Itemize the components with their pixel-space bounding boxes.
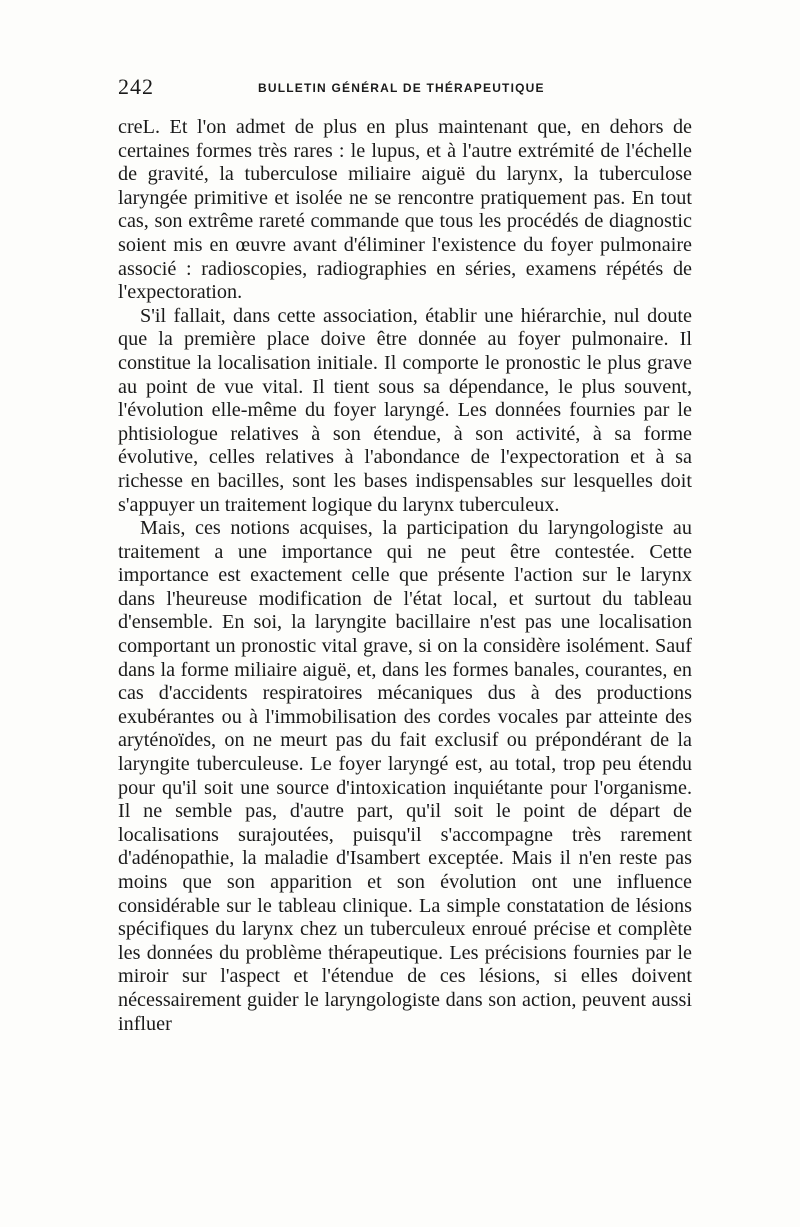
journal-title: BULLETIN GÉNÉRAL DE THÉRAPEUTIQUE — [258, 81, 545, 95]
paragraph-continuation: creL. Et l'on admet de plus en plus maintenant que, en dehors de certaines formes très rares : le lupus, et à l'autre extrémité de l'échelle de gravité, la tuberculose miliaire aiguë du larynx, la tuberculose laryngée primitive et isolée ne se rencontre pratiquement pas. En tout cas, son extrême rareté commande que tous les procédés de diagnostic soient mis en œuvre avant d'éliminer l'existence du foyer pulmonaire associé : radioscopies, radiographies en séries, examens répétés de l'expectoration. — [118, 116, 692, 304]
paragraph-hierarchy: S'il fallait, dans cette association, établir une hiérarchie, nul doute que la première place doive être donnée au foyer pulmonaire. Il constitue la localisation initiale. Il comporte le pronostic le plus grave au point de vue vital. Il tient sous sa dépendance, le plus souvent, l'évolution elle-même du foyer laryngé. Les données fournies par le phtisiologue relatives à son étendue, à son activité, à sa forme évolutive, celles relatives à l'abondance de l'expectoration et à sa richesse en bacilles, sont les bases indispensables sur lesquelles doit s'appuyer un traitement logique du larynx tuberculeux. — [118, 304, 692, 516]
page-number: 242 — [118, 74, 154, 99]
paragraph-laryngologist-role: Mais, ces notions acquises, la participation du laryngologiste au traitement a une importance qui ne peut être contestée. Cette importance est exactement celle que présente l'action sur le larynx dans l'heureuse modification de l'état local, et surtout du tableau d'ensemble. En soi, la laryngite bacillaire n'est pas une localisation comportant un pronostic vital grave, si on la considère isolément. Sauf dans la forme miliaire aiguë, et, dans les formes banales, courantes, en cas d'accidents respiratoires mécaniques dus à des productions exubérantes ou à l'immobilisation des cordes vocales par atteinte des aryténoïdes, on ne meurt pas du fait exclusif ou prépondérant de la laryngite tuberculeuse. Le foyer laryngé est, au total, trop peu étendu pour qu'il soit une source d'intoxication inquiétante pour l'organisme. Il ne semble pas, d'autre part, qu'il soit le point de départ de localisations surajoutées, puisqu'il s'accompagne très rarement d'adénopathie, la maladie d'Isambert exceptée. Mais il n'en reste pas moins que son apparition et son évolution ont une influence considérable sur le tableau clinique. La simple constatation de lésions spécifiques du larynx chez un tuberculeux enroué précise et complète les données du problème thérapeutique. Les précisions fournies par le miroir sur l'aspect et l'étendue de ces lésions, si elles doivent nécessairement guider le laryngologiste dans son action, peuvent aussi influer — [118, 517, 692, 1035]
running-head — [118, 74, 692, 102]
body-text — [118, 116, 692, 1036]
